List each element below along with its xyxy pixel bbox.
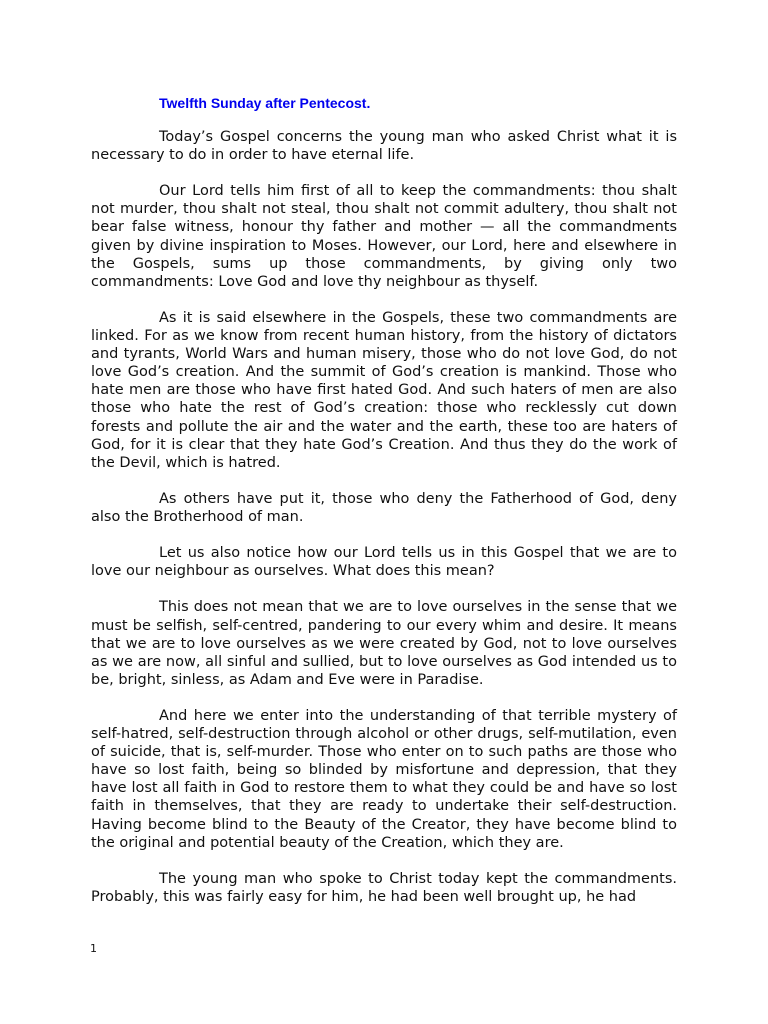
document-body: [91, 128, 677, 924]
paragraph-3: As it is said elsewhere in the Gospels, these two commandments are linked. For as we know from recent human history, from the history of dictators and tyrants, World Wars and human misery, those who do not love God, do not love God’s creation. And the summit of God’s creation is mankind. Those who hate men are those who have first hated God. And such haters of men are also those who hate the rest of God’s creation: those who recklessly cut down forests and pollute the air and the water and the earth, these too are haters of God, for it is clear that they hate God’s Creation. And thus they do the work of the Devil, which is hatred.: [91, 309, 677, 471]
paragraph-6: This does not mean that we are to love ourselves in the sense that we must be selfish, self-centred, pandering to our every whim and desire. It means that we are to love ourselves as we were created by God, not to love ourselves as we are now, all sinful and sullied, but to love ourselves as God intended us to be, bright, sinless, as Adam and Eve were in Paradise.: [91, 599, 677, 688]
paragraph-8: The young man who spoke to Christ today kept the commandments. Probably, this was fairly easy for him, he had been well brought up, he had: [91, 870, 677, 905]
paragraph-4: As others have put it, those who deny the Fatherhood of God, deny also the Brotherhood of man.: [91, 490, 677, 525]
paragraph-7: And here we enter into the understanding of that terrible mystery of self-hatred, self-destruction through alcohol or other drugs, self-mutilation, even of suicide, that is, self-murder. Those who enter on to such paths are those who have so lost faith, being so blinded by misfortune and depression, that they have lost all faith in God to restore them to what they could be and have so lost faith in themselves, that they are ready to undertake their self-destruction. Having become blind to the Beauty of the Creator, they have become blind to the original and potential beauty of the Creation, which they are.: [91, 708, 677, 851]
paragraph-1: Today’s Gospel concerns the young man who asked Christ what it is necessary to do in order to have eternal life.: [91, 129, 677, 164]
paragraph-2: Our Lord tells him first of all to keep the commandments: thou shalt not murder, thou shalt not steal, thou shalt not commit adultery, thou shalt not bear false witness, honour thy father and mother — all the commandments given by divine inspiration to Moses. However, our Lord, here and elsewhere in the Gospels, sums up those commandments, by giving only two commandments: Love God and love thy neighbour as thyself.: [91, 183, 677, 290]
document-title: Twelfth Sunday after Pentecost.: [159, 95, 371, 111]
page-number: 1: [90, 942, 97, 955]
paragraph-5: Let us also notice how our Lord tells us in this Gospel that we are to love our neighbour as ourselves. What does this mean?: [91, 545, 677, 580]
